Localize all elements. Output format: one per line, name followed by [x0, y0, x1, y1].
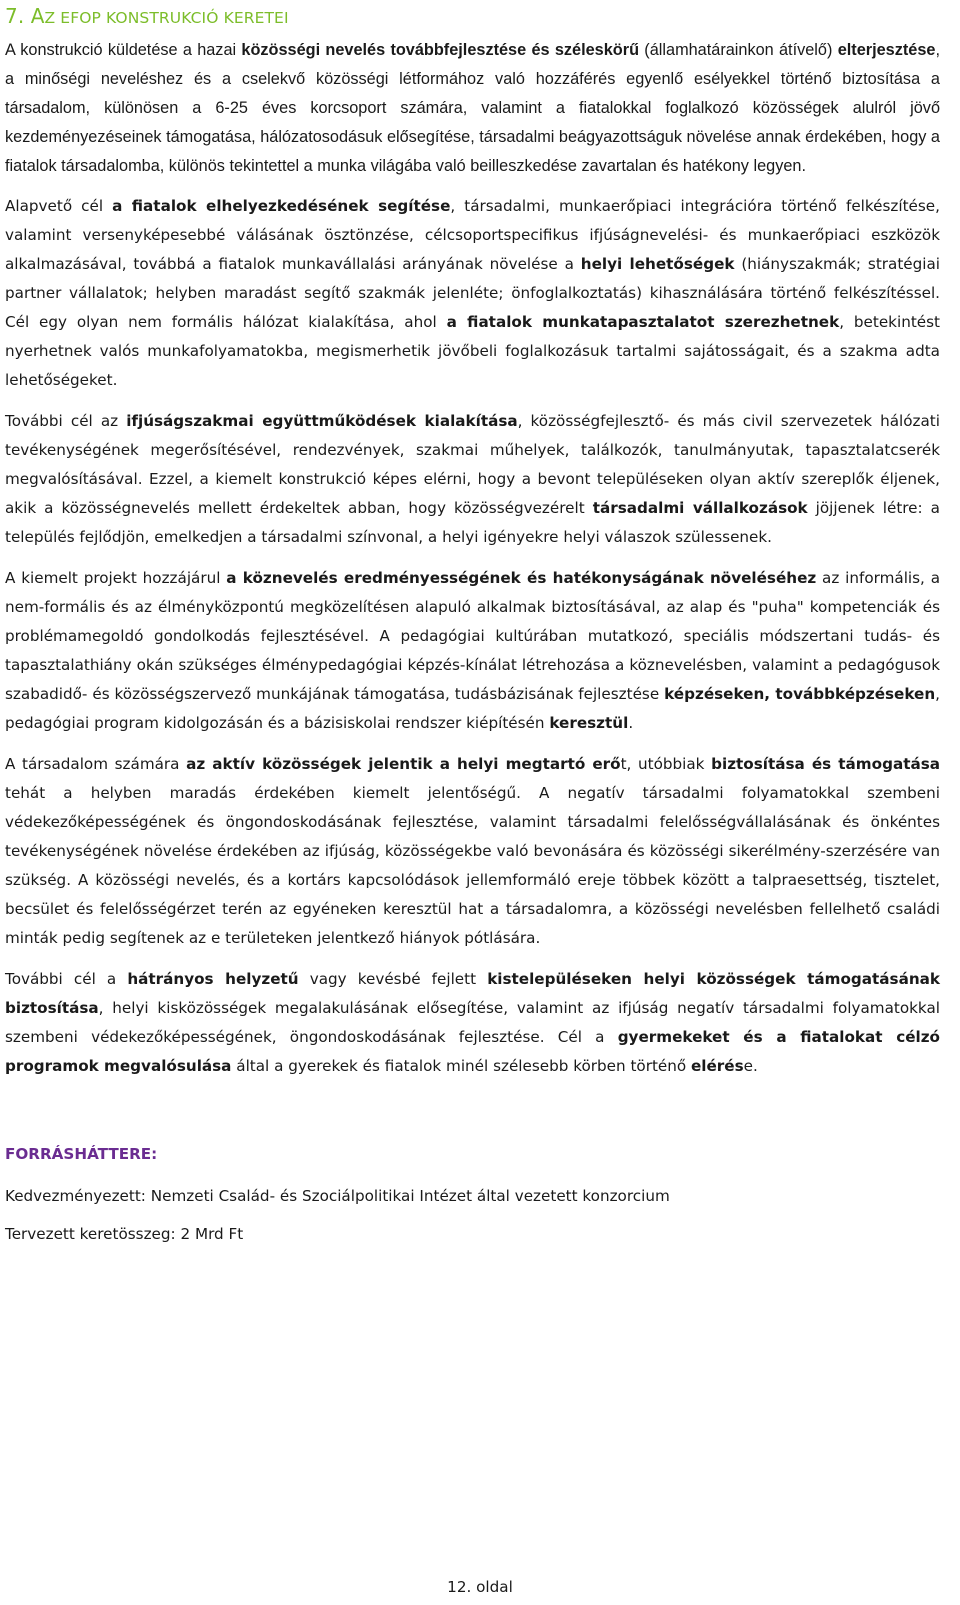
text-run: További cél a	[5, 970, 128, 988]
paragraph-employment-goal	[5, 192, 940, 395]
document-page	[5, 0, 940, 1245]
page-number: 12. oldal	[447, 1578, 513, 1596]
heading-smallcaps: ONSTRUKCIÓ	[115, 9, 224, 27]
bold-phrase: elérés	[690, 1057, 744, 1075]
text-run: Alapvető cél	[5, 197, 113, 215]
text-run: További cél az	[5, 412, 127, 430]
heading-smallcaps: EFOP	[60, 9, 106, 27]
heading-smallcaps: ERETEI	[233, 9, 289, 27]
bold-phrase: az aktív közösségek jelentik a helyi megtartó erő	[186, 755, 621, 773]
heading-number: 7.	[5, 4, 31, 28]
bold-phrase: kistelepüléseken helyi közösségek támogatásának biztosítása	[5, 970, 940, 1017]
text-run: által a gyerekek és fiatalok minél szélesebb körben történő	[231, 1057, 691, 1075]
beneficiary-line: Kedvezményezett: Nemzeti Család- és Szociálpolitikai Intézet által vezetett konzorcium	[5, 1187, 670, 1205]
text-run: , társadalmi, munkaerőpiaci integrációra történő felkészítése, valamint versenyképesebbé válásának ösztönzése, célcsoportspecifikus ifjúságnevelési- és munkaerőpiaci eszközök alkalmazásával, továbbá a fiatalok munkavállalási arányának növelése a	[5, 197, 940, 273]
paragraph-mission	[5, 36, 940, 181]
budget-line: Tervezett keretösszeg: 2 Mrd Ft	[5, 1225, 244, 1243]
paragraph-cooperation-goal	[5, 407, 940, 552]
text-run: , betekintést nyerhetnek valós munkafolyamatokba, megismerhetik jövőbeli foglalkozásuk tartalmi sajátosságait, és a szakma adta lehetőségeket.	[5, 313, 940, 389]
text-run: e.	[743, 1057, 758, 1075]
text-run: jöjjenek létre: a település fejlődjön, emelkedjen a társadalmi színvonal, a helyi igényekre helyi válaszok szülessenek.	[5, 499, 940, 546]
text-run: (hiányszakmák; stratégiai partner vállalatok; helyben maradást segítő szakmák jelenléte; önfoglalkoztatás) kihasználására történő felkészítéssel. Cél egy olyan nem formális hálózat kialakítása, ahol	[5, 255, 941, 331]
paragraph-public-education	[5, 564, 940, 738]
text-run: (államhatárainkon átívelő)	[639, 41, 838, 59]
text-run: , pedagógiai program kidolgozásán és a bázisiskolai rendszer kiépítésén	[5, 685, 940, 732]
text-run: , a minőségi neveléshez és a cselekvő közösségi létformához való hozzáférés egyenlő esélyekkel történő biztosítása a társadalom, különösen a 6-25 éves korcsoport számára, valamint a fiatalokkal foglalkozó közösségek alulról jövő kezdeményezéseinek támogatása, hálózatosodásuk elősegítése, társadalmi beágyazottságuk növelése annak érdekében, hogy a fiatalok társadalomba, különös tekintettel a munka világába való beilleszkedése zavartalan és hatékony legyen.	[5, 41, 940, 175]
text-run: .	[628, 714, 634, 732]
text-run: , közösségfejlesztő- és más civil szervezetek hálózati tevékenységének megerősítésével, rendezvények, szakmai műhelyek, találkozók, tanulmányutak, tapasztalatcserék megvalósításával. Ezzel, a kiemelt konstrukció képes elérni, hogy a bevont településeken olyan aktív szereplők éljenek, akik a közösségnevelés mellett érdekeltek abban, hogy közösségvezérelt	[5, 412, 940, 517]
funding-heading: FORRÁSHÁTTERE:	[5, 1145, 158, 1163]
paragraph-active-communities	[5, 750, 940, 953]
section-heading	[5, 3, 940, 31]
bold-phrase: a fiatalok elhelyezkedésének segítése	[112, 197, 451, 215]
text-run: tehát a helyben maradás érdekében kiemelt jelentőségű. A negatív társadalmi folyamatokkal szembeni védekezőképességének és öngondoskodásának fejlesztése, valamint társadalmi felelősségvállalásának és önkéntes tevékenységének növelése érdekében az ifjúság, közösségekbe való bevonására és közösségi sikerélmény-szerzésére van szükség. A közösségi nevelés, és a kortárs kapcsolódások jellemformáló ereje többek között a talpraesettség, tisztelet, becsület és felelősségérzet terén az egyéneken keresztül hat a társadalomra, a közösségi nevelésben fellelhető családi minták pedig segítenek az e területeken jelentkező hiányok pótlására.	[5, 784, 940, 947]
text-run: A társadalom számára	[5, 755, 187, 773]
paragraph-disadvantaged-areas	[5, 965, 940, 1081]
text-run: t, utóbbiak	[620, 755, 712, 773]
text-run: A kiemelt projekt hozzájárul	[5, 569, 227, 587]
bold-phrase: elterjesztése	[837, 41, 936, 59]
bold-phrase: társadalmi vállalkozások	[592, 499, 808, 517]
bold-phrase: közösségi nevelés továbbfejlesztése és széleskörű	[241, 41, 640, 59]
bold-phrase: biztosítása és támogatása	[711, 755, 940, 773]
bold-phrase: a köznevelés eredményességének és hatékonyságának növeléséhez	[226, 569, 817, 587]
bold-phrase: ifjúságszakmai együttműködések kialakítása	[126, 412, 518, 430]
text-run: az informális, a nem-formális és az élményközpontú megközelítésen alapuló alkalmak biztosításával, az alap és "puha" kompetenciák és problémamegoldó gondolkodás fejlesztésével. A pedagógiai kultúrában mutatkozó, speciális módszertani tudás- és tapasztalathiány okán szükséges élménypedagógiai képzés-kínálat létrehozása a köznevelésben, valamint a pedagógusok szabadidő- és közösségszervező munkájának támogatása, tudásbázisának fejlesztése	[5, 569, 941, 703]
bold-phrase: gyermekeket és a fiatalokat célzó programok megvalósulása	[5, 1028, 940, 1075]
bold-phrase: helyi lehetőségek	[580, 255, 735, 273]
heading-smallcaps: K	[223, 9, 234, 27]
text-run: , helyi kisközösségek megalakulásának elősegítése, valamint az ifjúság negatív társadalmi folyamatokkal szembeni védekezőképességének, öngondoskodásának fejlesztése. Cél a	[5, 999, 940, 1046]
heading-cap: A	[30, 4, 45, 28]
bold-phrase: hátrányos helyzetű	[127, 970, 299, 988]
heading-smallcaps: Z	[44, 9, 61, 27]
heading-smallcaps: K	[105, 9, 116, 27]
text-run: vagy kevésbé fejlett	[298, 970, 488, 988]
bold-phrase: keresztül	[549, 714, 629, 732]
text-run: A konstrukció küldetése a hazai	[5, 41, 242, 59]
bold-phrase: képzéseken, továbbképzéseken	[664, 685, 936, 703]
bold-phrase: a fiatalok munkatapasztalatot szerezhetnek	[446, 313, 840, 331]
